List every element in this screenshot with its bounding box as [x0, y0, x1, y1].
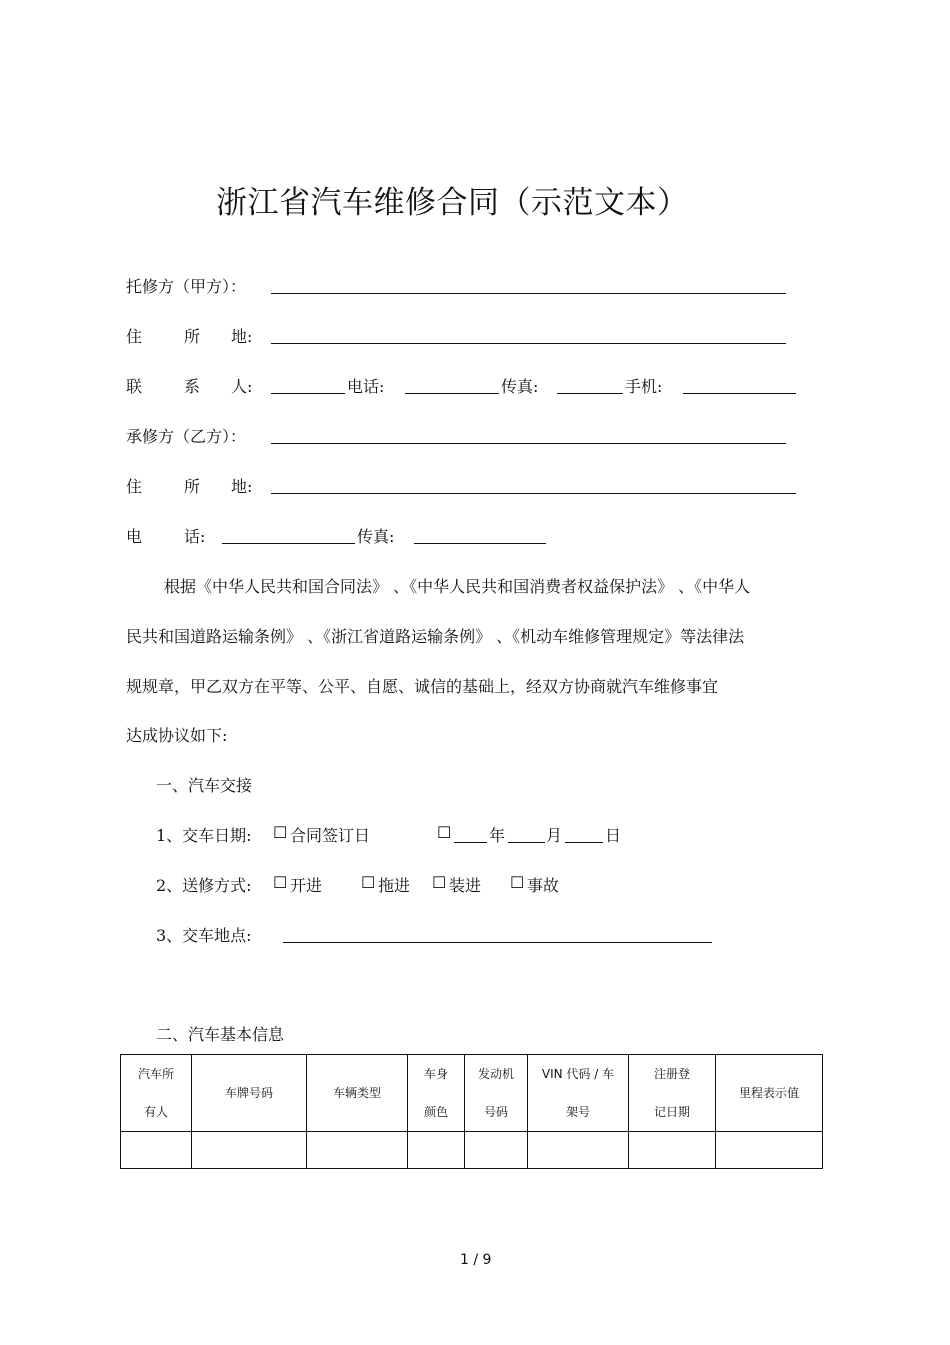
table-header-row	[121, 1055, 823, 1132]
checkbox-drive-in[interactable]: ☐	[273, 873, 288, 892]
address-char-1: 住	[126, 327, 143, 346]
col-engine-l1: 发动机	[477, 1067, 514, 1081]
year-label: 年	[489, 826, 506, 845]
day-line[interactable]	[565, 842, 603, 843]
checkbox-accident[interactable]: ☐	[510, 873, 525, 892]
preamble-line-1: 根据《中华人民共和国合同法》 、《中华人民共和国消费者权益保护法》 、《中华人	[164, 577, 751, 596]
col-register-l2: 记日期	[653, 1105, 690, 1119]
fax-line[interactable]	[557, 393, 623, 394]
contractor-address-label	[126, 474, 252, 497]
col-vehicle-type: 车辆类型	[307, 1055, 408, 1132]
address-char-3: 地:	[231, 327, 253, 346]
col-vin	[528, 1055, 629, 1132]
col-plate: 车牌号码	[192, 1055, 307, 1132]
handover-location-label: 3、交车地点:	[156, 926, 252, 945]
option-accident: 事故	[527, 876, 560, 895]
cell-register-date[interactable]	[629, 1132, 716, 1169]
preamble-line-3: 规规章，甲乙双方在平等、公平、自愿、诚信的基础上，经双方协商就汽车维修事宜	[126, 677, 719, 696]
phone2-char-1: 电	[126, 527, 143, 546]
col-color-l1: 车身	[423, 1067, 448, 1081]
contractor-fax-line[interactable]	[414, 543, 546, 544]
contact-char-3: 人:	[231, 377, 253, 396]
col-register-date	[629, 1055, 716, 1132]
delivery-method-label: 2、送修方式:	[156, 876, 252, 895]
col-engine-no	[465, 1055, 528, 1132]
mobile-label: 手机:	[625, 377, 663, 396]
mobile-line[interactable]	[683, 393, 796, 394]
checkbox-tow-in[interactable]: ☐	[361, 873, 376, 892]
contractor-address-line[interactable]	[271, 493, 796, 494]
client-label: 托修方（甲方）：	[126, 277, 247, 296]
col-owner-l1: 汽车所	[137, 1067, 174, 1081]
cell-vin[interactable]	[528, 1132, 629, 1169]
contractor-phone-line[interactable]	[222, 543, 355, 544]
address2-char-1: 住	[126, 477, 143, 496]
col-color-l2: 颜色	[423, 1105, 448, 1119]
checkbox-specific-date[interactable]: ☐	[437, 823, 452, 842]
cell-odometer[interactable]	[716, 1132, 823, 1169]
contact-line[interactable]	[271, 393, 345, 394]
section2-heading: 二、汽车基本信息	[156, 1025, 285, 1044]
contract-date-option: 合同签订日	[290, 826, 371, 845]
col-vin-l1: VIN 代码 / 车	[541, 1067, 615, 1081]
vehicle-info-table	[120, 1054, 823, 1169]
client-field-line[interactable]	[271, 293, 786, 294]
phone-line[interactable]	[405, 393, 499, 394]
contractor-fax-label: 传真:	[357, 527, 395, 546]
preamble-line-2: 民共和国道路运输条例》 、《浙江省道路运输条例》 、《机动车维修管理规定》等法律法	[126, 627, 745, 646]
cell-plate[interactable]	[192, 1132, 307, 1169]
contractor-field-line[interactable]	[271, 443, 786, 444]
cell-owner[interactable]	[121, 1132, 192, 1169]
col-register-l1: 注册登	[653, 1067, 690, 1081]
preamble-line-4: 达成协议如下:	[126, 726, 228, 745]
contact-label	[126, 374, 252, 397]
checkbox-contract-date[interactable]: ☐	[273, 823, 288, 842]
checkbox-load-in[interactable]: ☐	[432, 873, 447, 892]
cell-vehicle-type[interactable]	[307, 1132, 408, 1169]
address-char-2: 所	[184, 327, 201, 346]
cell-engine-no[interactable]	[465, 1132, 528, 1169]
day-label: 日	[605, 826, 622, 845]
address2-char-3: 地:	[231, 477, 253, 496]
contact-char-2: 系	[184, 377, 201, 396]
handover-location-line[interactable]	[283, 942, 712, 943]
col-engine-l2: 号码	[483, 1105, 508, 1119]
cell-color[interactable]	[408, 1132, 465, 1169]
month-label: 月	[546, 826, 563, 845]
col-owner	[121, 1055, 192, 1132]
col-owner-l2: 有人	[143, 1105, 168, 1119]
contractor-phone-label	[126, 524, 205, 547]
month-line[interactable]	[508, 842, 545, 843]
col-vin-l2: 架号	[565, 1105, 590, 1119]
col-color	[408, 1055, 465, 1132]
client-address-label	[126, 324, 252, 347]
contact-char-1: 联	[126, 377, 143, 396]
phone-label: 电话:	[347, 377, 385, 396]
fax-label: 传真:	[501, 377, 539, 396]
year-line[interactable]	[454, 842, 487, 843]
handover-date-label: 1、交车日期:	[156, 826, 252, 845]
client-address-line[interactable]	[271, 343, 786, 344]
table-row	[121, 1132, 823, 1169]
address2-char-2: 所	[184, 477, 201, 496]
contractor-label: 承修方（乙方）：	[126, 427, 247, 446]
page-number: 1 / 9	[460, 1252, 492, 1268]
col-odometer: 里程表示值	[716, 1055, 823, 1132]
phone2-char-2: 话:	[184, 527, 206, 546]
page-title: 浙江省汽车维修合同（示范文本）	[216, 185, 689, 221]
option-tow-in: 拖进	[378, 876, 411, 895]
option-drive-in: 开进	[290, 876, 323, 895]
section1-heading: 一、汽车交接	[156, 776, 253, 795]
option-load-in: 装进	[449, 876, 482, 895]
